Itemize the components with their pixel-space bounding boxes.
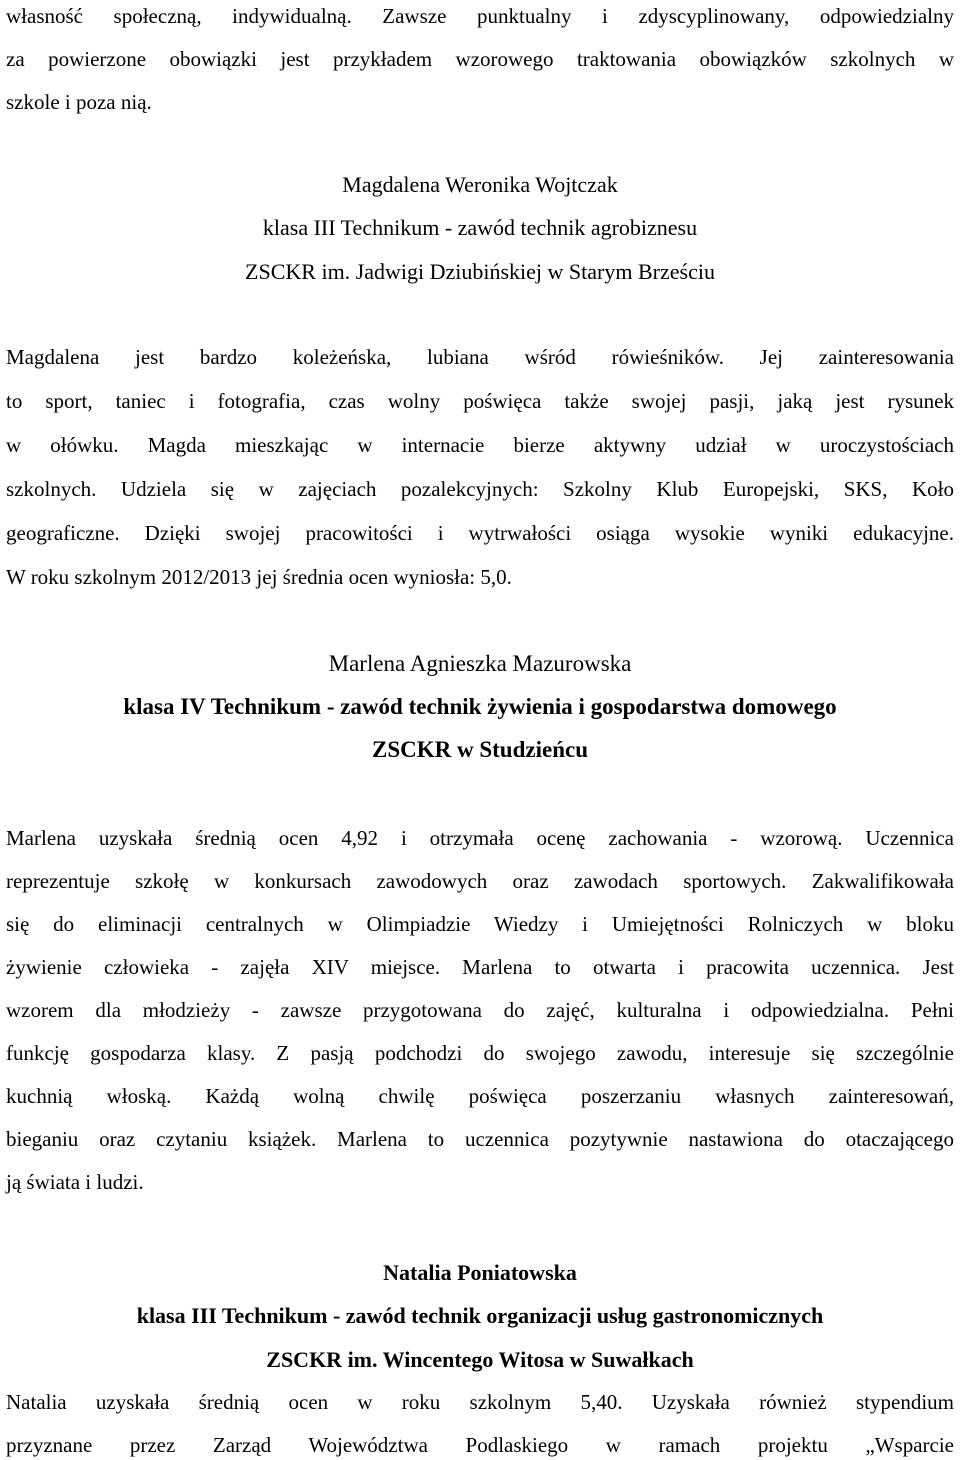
student-bio-line: wzorem dla młodzieży - zawsze przygotowana do zajęć, kulturalna i odpowiedzialna. Pełni: [6, 998, 954, 1022]
student-bio-line: reprezentuje szkołę w konkursach zawodowych oraz zawodach sportowych. Zakwalifikowała: [6, 869, 954, 893]
student-bio-line: się do eliminacji centralnych w Olimpiadzie Wiedzy i Umiejętności Rolniczych w bloku: [6, 912, 954, 936]
intro-line-2: za powierzone obowiązki jest przykładem wzorowego traktowania obowiązków szkolnych w: [6, 47, 954, 71]
student-bio-line: geograficzne. Dzięki swojej pracowitości i wytrwałości osiąga wysokie wyniki edukacyjne.: [6, 521, 954, 545]
student-bio-line: Marlena uzyskała średnią ocen 4,92 i otrzymała ocenę zachowania - wzorową. Uczennica: [6, 826, 954, 850]
student-bio-line: bieganiu oraz czytaniu książek. Marlena to uczennica pozytywnie nastawiona do otaczającego: [6, 1127, 954, 1151]
student-school: ZSCKR im. Jadwigi Dziubińskiej w Starym Brześciu: [245, 259, 715, 284]
intro-line-3: szkole i poza nią.: [6, 90, 152, 114]
student-class: klasa III Technikum - zawód technik organizacji usług gastronomicznych: [136, 1303, 824, 1328]
student-name: Magdalena Weronika Wojtczak: [342, 172, 618, 197]
student-bio-line: w ołówku. Magda mieszkając w internacie bierze aktywny udział w uroczystościach: [6, 433, 954, 457]
student-bio-line: Magdalena jest bardzo koleżeńska, lubiana wśród rówieśników. Jej zainteresowania: [6, 345, 954, 369]
student-name: Marlena Agnieszka Mazurowska: [328, 651, 632, 676]
student-bio-line: W roku szkolnym 2012/2013 jej średnia ocen wyniosła: 5,0.: [6, 565, 512, 589]
student-bio-line: żywienie człowieka - zajęła XIV miejsce. Marlena to otwarta i pracowita uczennica. Jest: [6, 955, 954, 979]
student-bio-line: funkcję gospodarza klasy. Z pasją podchodzi do swojego zawodu, interesuje się szczególnie: [6, 1041, 954, 1065]
student-bio-line: szkolnych. Udziela się w zajęciach pozalekcyjnych: Szkolny Klub Europejski, SKS, Koło: [6, 477, 954, 501]
student-class: klasa IV Technikum - zawód technik żywienia i gospodarstwa domowego: [123, 694, 837, 719]
student-class: klasa III Technikum - zawód technik agrobiznesu: [262, 215, 698, 240]
student-school: ZSCKR im. Wincentego Witosa w Suwałkach: [266, 1347, 694, 1372]
intro-line-1: własność społeczną, indywidualną. Zawsze punktualny i zdyscyplinowany, odpowiedzialny: [6, 4, 954, 28]
student-bio-line: kuchnią włoską. Każdą wolną chwilę poświęca poszerzaniu własnych zainteresowań,: [6, 1084, 954, 1108]
student-school: ZSCKR w Studzieńcu: [372, 737, 588, 762]
student-bio-line: ją świata i ludzi.: [6, 1170, 144, 1194]
student-bio-line: przyznane przez Zarząd Województwa Podlaskiego w ramach projektu „Wsparcie: [6, 1433, 954, 1457]
student-bio-line: to sport, taniec i fotografia, czas wolny poświęca także swojej pasji, jaką jest rysunek: [6, 389, 954, 413]
student-bio-line: Natalia uzyskała średnią ocen w roku szkolnym 5,40. Uzyskała również stypendium: [6, 1390, 954, 1414]
student-name: Natalia Poniatowska: [383, 1260, 577, 1285]
